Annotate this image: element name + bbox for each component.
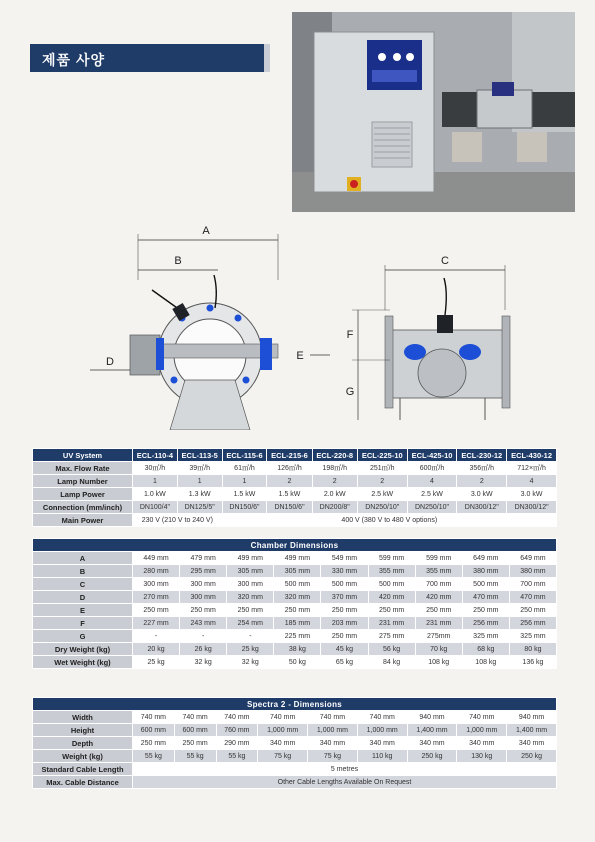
table-cell: 500 mm — [462, 578, 509, 591]
row-label: Depth — [33, 737, 133, 750]
table-cell: 65 kg — [321, 656, 368, 669]
table-row — [33, 591, 557, 604]
table-cell: 500 mm — [321, 578, 368, 591]
table-cell: DN100/4" — [133, 501, 178, 514]
table-caption-row — [33, 539, 557, 552]
uv-system-header: UV System — [33, 449, 133, 462]
model-header: ECL-110-4 — [133, 449, 178, 462]
table-cell: 320 mm — [274, 591, 321, 604]
table-row — [33, 763, 557, 776]
table-cell: Other Cable Lengths Available On Request — [133, 776, 557, 789]
label-d: D — [106, 356, 114, 368]
row-label: F — [33, 617, 133, 630]
table-cell: 4 — [507, 475, 557, 488]
table-cell: 110 kg — [357, 750, 407, 763]
table-cell: 108 kg — [415, 656, 462, 669]
table-row — [33, 724, 557, 737]
row-label: Connection (mm/inch) — [33, 501, 133, 514]
table-row — [33, 604, 557, 617]
table-cell: 55 kg — [174, 750, 216, 763]
table-cell: 1,000 mm — [457, 724, 507, 737]
table-cell: 38 kg — [274, 643, 321, 656]
table-cell: 250 mm — [509, 604, 556, 617]
table-cell: DN200/8" — [312, 501, 357, 514]
table-cell: 305 mm — [227, 565, 274, 578]
table-caption: Spectra 2 - Dimensions — [33, 698, 557, 711]
table-cell: 449 mm — [133, 552, 180, 565]
table-row — [33, 565, 557, 578]
table-cell: 250 mm — [462, 604, 509, 617]
table-row — [33, 514, 557, 527]
table-cell: 185 mm — [274, 617, 321, 630]
table-cell: 420 mm — [415, 591, 462, 604]
table-cell: 55 kg — [216, 750, 258, 763]
row-label: Max. Flow Rate — [33, 462, 133, 475]
table-cell: DN250/10" — [357, 501, 407, 514]
table-cell: 126㎥/h — [267, 462, 312, 475]
row-label: Main Power — [33, 514, 133, 527]
table-cell: 380 mm — [462, 565, 509, 578]
section-title — [30, 44, 270, 72]
table-cell: 300 mm — [180, 591, 227, 604]
table-cell: DN300/12" — [457, 501, 507, 514]
table-cell: 198㎥/h — [312, 462, 357, 475]
table-cell: 740 mm — [308, 711, 358, 724]
row-label: Height — [33, 724, 133, 737]
table-cell: 295 mm — [180, 565, 227, 578]
table-cell: 251㎥/h — [357, 462, 407, 475]
table-cell: 2.5 kW — [357, 488, 407, 501]
table-cell: 420 mm — [368, 591, 415, 604]
model-header: ECL-430-12 — [507, 449, 557, 462]
model-header: ECL-225-10 — [357, 449, 407, 462]
table-cell: 1 — [133, 475, 178, 488]
label-e: E — [296, 350, 304, 362]
table-cell: 1.0 kW — [133, 488, 178, 501]
table-cell: 1,000 mm — [357, 724, 407, 737]
table-row — [33, 750, 557, 763]
table-cell: 740 mm — [457, 711, 507, 724]
table-row — [33, 617, 557, 630]
table-cell: 340 mm — [457, 737, 507, 750]
row-label: Max. Cable Distance — [33, 776, 133, 789]
row-label: Dry Weight (kg) — [33, 643, 133, 656]
table-cell: 250 mm — [368, 604, 415, 617]
table-row — [33, 711, 557, 724]
table-cell: 599 mm — [415, 552, 462, 565]
table-cell: 75 kg — [308, 750, 358, 763]
table-cell: 225 mm — [274, 630, 321, 643]
table-cell: 700 mm — [415, 578, 462, 591]
model-header: ECL-230-12 — [457, 449, 507, 462]
model-header: ECL-115-6 — [222, 449, 267, 462]
table-cell: 355 mm — [415, 565, 462, 578]
model-header: ECL-220-8 — [312, 449, 357, 462]
row-label: B — [33, 565, 133, 578]
table-cell: 55 kg — [133, 750, 175, 763]
table-cell: 5 metres — [133, 763, 557, 776]
table-cell: 330 mm — [321, 565, 368, 578]
row-label: A — [33, 552, 133, 565]
table-cell: 1 — [177, 475, 222, 488]
table-cell: 280 mm — [133, 565, 180, 578]
table-cell: 649 mm — [509, 552, 556, 565]
table-cell: 340 mm — [308, 737, 358, 750]
table-cell: 75 kg — [258, 750, 308, 763]
table-cell: 1,400 mm — [407, 724, 457, 737]
table-cell: 2 — [457, 475, 507, 488]
table-cell: 250 mm — [180, 604, 227, 617]
table-cell: 1 — [222, 475, 267, 488]
table-cell: 250 mm — [321, 630, 368, 643]
table-cell: 50 kg — [274, 656, 321, 669]
row-label: Standard Cable Length — [33, 763, 133, 776]
table-cell: 2.5 kW — [407, 488, 457, 501]
table-cell: 250 mm — [321, 604, 368, 617]
row-label: Weight (kg) — [33, 750, 133, 763]
model-header: ECL-113-5 — [177, 449, 222, 462]
table-cell: 2.0 kW — [312, 488, 357, 501]
table-cell: 499 mm — [274, 552, 321, 565]
table-cell: 549 mm — [321, 552, 368, 565]
table-cell: 275mm — [415, 630, 462, 643]
table-cell: 130 kg — [457, 750, 507, 763]
table-header-row — [33, 449, 557, 462]
table-cell: 470 mm — [509, 591, 556, 604]
section-title-text: 제품 사양 — [42, 52, 105, 68]
table-cell: - — [133, 630, 180, 643]
table-cell: 250 mm — [174, 737, 216, 750]
table-cell: 1,400 mm — [507, 724, 557, 737]
label-a: A — [202, 225, 210, 237]
label-g: G — [345, 386, 355, 398]
table-row — [33, 501, 557, 514]
dimension-drawing — [60, 220, 560, 430]
table-row — [33, 656, 557, 669]
table-row — [33, 552, 557, 565]
table-cell: 20 kg — [133, 643, 180, 656]
model-header: ECL-425-10 — [407, 449, 457, 462]
row-label: Wet Weight (kg) — [33, 656, 133, 669]
model-header: ECL-215-6 — [267, 449, 312, 462]
table-cell: DN300/12" — [507, 501, 557, 514]
table-cell: 45 kg — [321, 643, 368, 656]
table-cell: 61㎥/h — [222, 462, 267, 475]
table-cell: 30㎥/h — [133, 462, 178, 475]
row-label: C — [33, 578, 133, 591]
table-cell: 500 mm — [274, 578, 321, 591]
table-cell: DN150/6" — [222, 501, 267, 514]
table-row — [33, 462, 557, 475]
table-cell: 479 mm — [180, 552, 227, 565]
table-cell: 243 mm — [180, 617, 227, 630]
table-cell: 740 mm — [258, 711, 308, 724]
table-cell: 499 mm — [227, 552, 274, 565]
spectra-dimensions-table — [32, 697, 557, 789]
table-cell: 32 kg — [227, 656, 274, 669]
label-f: F — [346, 329, 354, 341]
table-cell: 39㎥/h — [177, 462, 222, 475]
table-cell: 3.0 kW — [457, 488, 507, 501]
table-cell: 320 mm — [227, 591, 274, 604]
table-row — [33, 776, 557, 789]
table-cell: 256 mm — [462, 617, 509, 630]
table-cell: DN250/10" — [407, 501, 457, 514]
table-cell: 355 mm — [368, 565, 415, 578]
table-cell: 300 mm — [227, 578, 274, 591]
table-cell: 231 mm — [368, 617, 415, 630]
table-cell: 599 mm — [368, 552, 415, 565]
table-cell: 380 mm — [509, 565, 556, 578]
table-row — [33, 488, 557, 501]
table-cell: 700 mm — [509, 578, 556, 591]
table-cell: 203 mm — [321, 617, 368, 630]
table-cell: 300 mm — [180, 578, 227, 591]
table-cell: 1,000 mm — [258, 724, 308, 737]
table-row — [33, 643, 557, 656]
table-cell: 740 mm — [174, 711, 216, 724]
table-cell: 56 kg — [368, 643, 415, 656]
table-cell: 84 kg — [368, 656, 415, 669]
table-cell: DN150/6" — [267, 501, 312, 514]
row-label: Lamp Number — [33, 475, 133, 488]
table-cell: 940 mm — [507, 711, 557, 724]
table-cell: 250 kg — [507, 750, 557, 763]
table-cell: 470 mm — [462, 591, 509, 604]
table-cell: 740 mm — [216, 711, 258, 724]
table-cell: 1.5 kW — [267, 488, 312, 501]
table-cell: 600㎥/h — [407, 462, 457, 475]
table-row — [33, 578, 557, 591]
row-label: Lamp Power — [33, 488, 133, 501]
table-cell: 250 mm — [133, 737, 175, 750]
table-cell: 356㎥/h — [457, 462, 507, 475]
table-cell: 340 mm — [507, 737, 557, 750]
product-photo — [292, 12, 575, 212]
row-label: G — [33, 630, 133, 643]
table-cell: 227 mm — [133, 617, 180, 630]
table-cell: 70 kg — [415, 643, 462, 656]
table-cell: 80 kg — [509, 643, 556, 656]
table-caption: Chamber Dimensions — [33, 539, 557, 552]
table-cell: 760 mm — [216, 724, 258, 737]
table-cell: 108 kg — [462, 656, 509, 669]
table-cell: 340 mm — [357, 737, 407, 750]
chamber-dimensions-table — [32, 538, 557, 669]
product-photo-illustration — [292, 12, 575, 212]
table-cell: 500 mm — [368, 578, 415, 591]
row-label: D — [33, 591, 133, 604]
table-cell: DN125/5" — [177, 501, 222, 514]
table-cell: 712×㎥/h — [507, 462, 557, 475]
table-cell: 370 mm — [321, 591, 368, 604]
table-cell: 250 kg — [407, 750, 457, 763]
table-cell: 600 mm — [133, 724, 175, 737]
table-cell: 136 kg — [509, 656, 556, 669]
table-cell: 2 — [312, 475, 357, 488]
table-cell: - — [180, 630, 227, 643]
table-cell: 740 mm — [133, 711, 175, 724]
table-cell: 1.3 kW — [177, 488, 222, 501]
table-cell: 940 mm — [407, 711, 457, 724]
table-cell: 325 mm — [462, 630, 509, 643]
table-cell: 230 V (210 V to 240 V) — [133, 514, 223, 527]
table-cell: 1,000 mm — [308, 724, 358, 737]
table-caption-row — [33, 698, 557, 711]
table-cell: 600 mm — [174, 724, 216, 737]
table-cell: 3.0 kW — [507, 488, 557, 501]
table-cell: 340 mm — [258, 737, 308, 750]
table-cell: 68 kg — [462, 643, 509, 656]
table-cell: 740 mm — [357, 711, 407, 724]
table-cell: 290 mm — [216, 737, 258, 750]
table-row — [33, 630, 557, 643]
table-cell: 26 kg — [180, 643, 227, 656]
table-cell: 32 kg — [180, 656, 227, 669]
table-cell: 250 mm — [133, 604, 180, 617]
table-cell: 250 mm — [415, 604, 462, 617]
label-c: C — [441, 255, 449, 267]
table-cell: 2 — [267, 475, 312, 488]
table-row — [33, 737, 557, 750]
table-cell: 256 mm — [509, 617, 556, 630]
table-cell: 649 mm — [462, 552, 509, 565]
table-cell: 25 kg — [133, 656, 180, 669]
row-label: E — [33, 604, 133, 617]
technical-drawings — [60, 220, 560, 430]
table-cell: 1.5 kW — [222, 488, 267, 501]
uv-system-table — [32, 448, 557, 527]
table-cell: 305 mm — [274, 565, 321, 578]
table-cell: 25 kg — [227, 643, 274, 656]
table-cell: 231 mm — [415, 617, 462, 630]
table-cell: 340 mm — [407, 737, 457, 750]
table-cell: 325 mm — [509, 630, 556, 643]
table-cell: 250 mm — [227, 604, 274, 617]
table-cell: 250 mm — [274, 604, 321, 617]
table-cell: 300 mm — [133, 578, 180, 591]
row-label: Width — [33, 711, 133, 724]
table-row — [33, 475, 557, 488]
table-cell: 400 V (380 V to 480 V options) — [222, 514, 556, 527]
label-b: B — [174, 255, 182, 267]
table-cell: 4 — [407, 475, 457, 488]
table-cell: - — [227, 630, 274, 643]
table-cell: 2 — [357, 475, 407, 488]
table-cell: 275 mm — [368, 630, 415, 643]
table-cell: 270 mm — [133, 591, 180, 604]
table-cell: 254 mm — [227, 617, 274, 630]
